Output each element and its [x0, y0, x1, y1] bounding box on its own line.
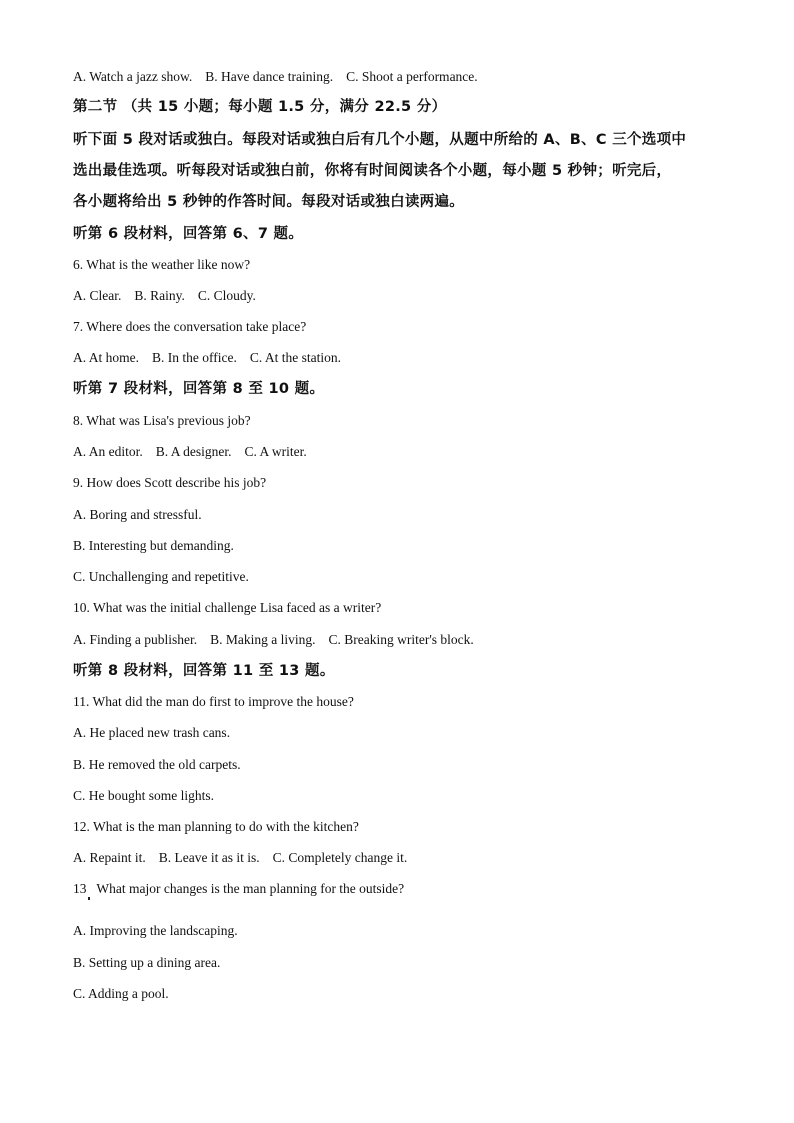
question-11: 11. What did the man do first to improve the house?	[73, 694, 354, 709]
q10-options-row	[73, 631, 474, 649]
q11-option-c: C. He bought some lights.	[73, 788, 214, 803]
question-12: 12. What is the man planning to do with the kitchen?	[73, 819, 359, 834]
q5-option-b: B. Have dance training.	[205, 69, 334, 84]
question-13: 13 What major changes is the man planning for the outside?	[73, 881, 405, 896]
section2-title: 第二节 （共 15 小题；每小题 1.5 分，满分 22.5 分）	[73, 99, 447, 115]
q5-option-c: C. Shoot a performance.	[346, 69, 478, 84]
q13-option-c: C. Adding a pool.	[73, 986, 169, 1001]
q12-option-c: C. Completely change it.	[272, 850, 408, 865]
q5-options-row	[73, 68, 478, 86]
q10-option-c: C. Breaking writer's block.	[328, 632, 474, 647]
q6-option-c: C. Cloudy.	[197, 288, 256, 303]
question-9: 9. How does Scott describe his job?	[73, 475, 267, 490]
q9-option-b: B. Interesting but demanding.	[73, 538, 234, 553]
material7-heading: 听第 7 段材料，回答第 8 至 10 题。	[73, 381, 325, 397]
stray-mark	[88, 897, 90, 900]
q8-option-c: C. A writer.	[244, 444, 307, 459]
q13-option-a: A. Improving the landscaping.	[73, 923, 238, 938]
q10-option-b: B. Making a living.	[210, 632, 316, 647]
instructions-line-3: 各小题将给出 5 秒钟的作答时间。每段对话或独白读两遍。	[73, 194, 465, 210]
instructions-line-2: 选出最佳选项。听每段对话或独白前，你将有时间阅读各个小题，每小题 5 秒钟；听完后，	[73, 163, 672, 179]
q7-option-c: C. At the station.	[249, 350, 341, 365]
q9-option-a: A. Boring and stressful.	[73, 507, 202, 522]
q7-options-row	[73, 349, 341, 367]
question-6: 6. What is the weather like now?	[73, 257, 251, 272]
q6-options-row	[73, 287, 256, 305]
q9-option-c: C. Unchallenging and repetitive.	[73, 569, 249, 584]
material8-heading: 听第 8 段材料，回答第 11 至 13 题。	[73, 663, 335, 679]
instructions-line-1: 听下面 5 段对话或独白。每段对话或独白后有几个小题，从题中所给的 A、B、C 三个选项中	[73, 132, 687, 148]
q8-options-row	[73, 443, 307, 461]
q8-option-b: B. A designer.	[155, 444, 232, 459]
q12-options-row	[73, 849, 407, 867]
q13-option-b: B. Setting up a dining area.	[73, 955, 221, 970]
material6-heading: 听第 6 段材料，回答第 6、7 题。	[73, 226, 304, 242]
question-7: 7. Where does the conversation take place?	[73, 319, 307, 334]
q12-option-b: B. Leave it as it is.	[158, 850, 260, 865]
q10-option-a: A. Finding a publisher.	[73, 632, 198, 647]
q11-option-b: B. He removed the old carpets.	[73, 757, 241, 772]
question-8: 8. What was Lisa's previous job?	[73, 413, 251, 428]
q8-option-a: A. An editor.	[73, 444, 143, 459]
q6-option-b: B. Rainy.	[134, 288, 185, 303]
q6-option-a: A. Clear.	[73, 288, 122, 303]
q7-option-a: A. At home.	[73, 350, 139, 365]
question-10: 10. What was the initial challenge Lisa faced as a writer?	[73, 600, 382, 615]
q11-option-a: A. He placed new trash cans.	[73, 725, 231, 740]
q5-option-a: A. Watch a jazz show.	[73, 69, 193, 84]
q12-option-a: A. Repaint it.	[73, 850, 146, 865]
q7-option-b: B. In the office.	[152, 350, 237, 365]
